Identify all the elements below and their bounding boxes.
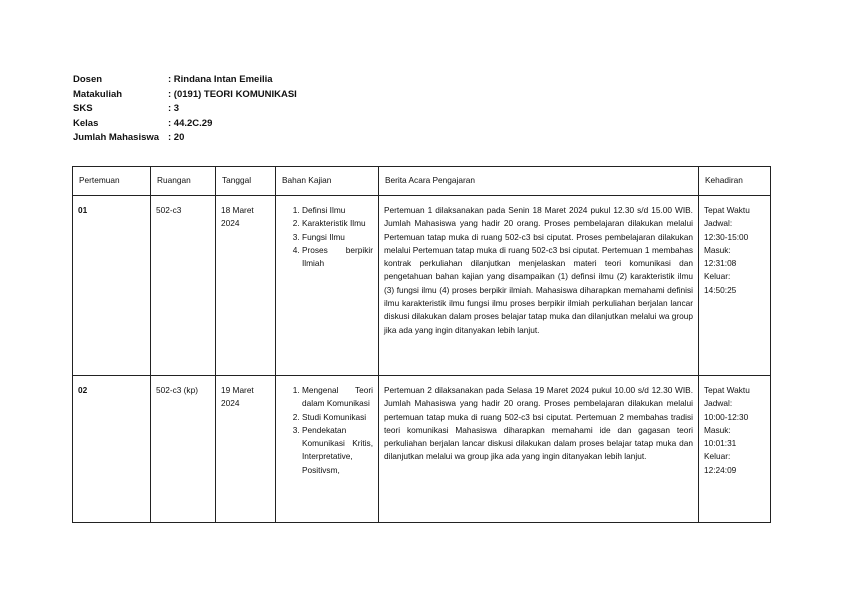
info-label: Dosen: [73, 74, 103, 85]
header-pertemuan: Pertemuan: [73, 167, 151, 196]
kehadiran-jadwal-label: Jadwal:: [704, 218, 733, 229]
kehadiran-keluar-label: Keluar:: [704, 451, 731, 462]
info-label: Kelas: [73, 117, 99, 129]
berita-acara-cell: Pertemuan 1 dilaksanakan pada Senin 18 Maret 2024 pukul 12.30 s/d 15.00 WIB. Jumlah Mahasiswa yang hadir 20 orang. Proses pembelajaran dilakukan melalui Pertemuan tatap muka di ruang 502-c3 bsi ciputat. Proses pembelajaran dilakukan melalui Pertemuan tatap muka di ruang 502-c3 bsi ciputat. Pertemuan 1 membahas kontrak perkuliahan dilanjutkan menjelaskan materi teori komunikasi dan pengetahuan bahan kajian yang disampaikan (1) definsi ilmu (2) karakteristik ilmu (3) fungsi ilmu (4) proses berpikir ilmiah. Mahasiswa diharapkan memahami definisi ilmu karakteristik ilmu fungsi ilmu proses berpikir ilmiah perkuliahan berjalan lancar diskusi dilakukan dalam proses belajar tatap muka dan dilanjutkan melalui wa group jika ada yang ingin ditanyakan lebih lanjut.: [379, 196, 699, 376]
list-item: 3. Fungsi Ilmu: [302, 231, 373, 244]
kehadiran-masuk-value: 12:31:08: [704, 258, 737, 269]
kehadiran-masuk-value: 10:01:31: [704, 438, 737, 449]
info-value: : 3: [168, 103, 180, 114]
bahan-kajian-list: [281, 204, 373, 270]
kehadiran-cell: [699, 376, 771, 523]
table-row: [73, 376, 771, 523]
header-ruangan: Ruangan: [151, 167, 216, 196]
header-tanggal: Tanggal: [216, 167, 276, 196]
info-value: : 44.2C.29: [168, 117, 213, 129]
info-value: : (0191) TEORI KOMUNIKASI: [168, 88, 297, 100]
kehadiran-jadwal-label: Jadwal:: [704, 398, 733, 409]
ruangan-cell: 502-c3 (kp): [151, 376, 216, 523]
list-item: 2. Studi Komunikasi: [302, 411, 373, 424]
header-bahan-kajian: Bahan Kajian: [276, 167, 379, 196]
kehadiran-status: Tepat Waktu: [704, 385, 750, 395]
kehadiran-jadwal-value: 10:00-12:30: [704, 411, 749, 422]
kehadiran-cell: [699, 196, 771, 376]
list-item: 1. Mengenal Teori dalam Komunikasi: [302, 384, 373, 411]
kehadiran-keluar-value: 12:24:09: [704, 464, 737, 475]
info-row-dosen: [73, 73, 297, 88]
info-row-matakuliah: [73, 88, 297, 103]
bahan-kajian-cell: [276, 196, 379, 376]
tanggal-cell: 19 Maret 2024: [216, 376, 276, 523]
header-kehadiran: Kehadiran: [699, 167, 771, 196]
ruangan-cell: 502-c3: [151, 196, 216, 376]
info-label: SKS: [73, 103, 93, 114]
pertemuan-cell: 02: [73, 376, 151, 523]
info-label: Matakuliah: [73, 88, 123, 100]
kehadiran-masuk-label: Masuk:: [704, 244, 731, 255]
info-label: Jumlah Mahasiswa: [73, 132, 160, 143]
kehadiran-status: Tepat Waktu: [704, 205, 750, 215]
info-row-jumlah-mahasiswa: [73, 131, 297, 146]
info-row-sks: [73, 102, 297, 117]
list-item: 1. Definsi Ilmu: [302, 204, 373, 217]
kehadiran-masuk-label: Masuk:: [704, 424, 731, 435]
info-value: : Rindana Intan Emeilia: [168, 74, 273, 85]
list-item: 4. Proses berpikir Ilmiah: [302, 244, 373, 271]
kehadiran-keluar-label: Keluar:: [704, 271, 731, 282]
table-row: [73, 196, 771, 376]
pertemuan-cell: 01: [73, 196, 151, 376]
berita-acara-cell: Pertemuan 2 dilaksanakan pada Selasa 19 Maret 2024 pukul 10.00 s/d 12.30 WIB. Jumlah Mahasiswa yang hadir 20 orang. Proses pembelajaran dilakukan melalui pertemuan tatap muka di ruang 502-c3 bsi ciputat. Pertemuan 2 membahas tradisi teori komunikasi Mahasiswa diharapkan memahami ide dan gagasan teori perkuliahan berjalan lancar diskusi dilakukan dalam proses belajar tatap muka dan dilanjutkan melalui wa group jika ada yang ingin ditanyakan lebih lanjut.: [379, 376, 699, 523]
info-value: : 20: [168, 132, 185, 143]
kehadiran-jadwal-value: 12:30-15:00: [704, 231, 749, 242]
teaching-journal-table: [72, 166, 771, 523]
header-berita-acara: Berita Acara Pengajaran: [379, 167, 699, 196]
list-item: 2. Karakteristik Ilmu: [302, 217, 373, 230]
info-row-kelas: [73, 117, 297, 132]
kehadiran-keluar-value: 14:50:25: [704, 284, 737, 295]
bahan-kajian-list: [281, 384, 373, 477]
tanggal-cell: 18 Maret 2024: [216, 196, 276, 376]
bahan-kajian-cell: [276, 376, 379, 523]
table-header-row: [73, 167, 771, 196]
course-info: [73, 73, 297, 146]
list-item: 3. Pendekatan Komunikasi Kritis, Interpretative, Positivsm,: [302, 424, 373, 477]
